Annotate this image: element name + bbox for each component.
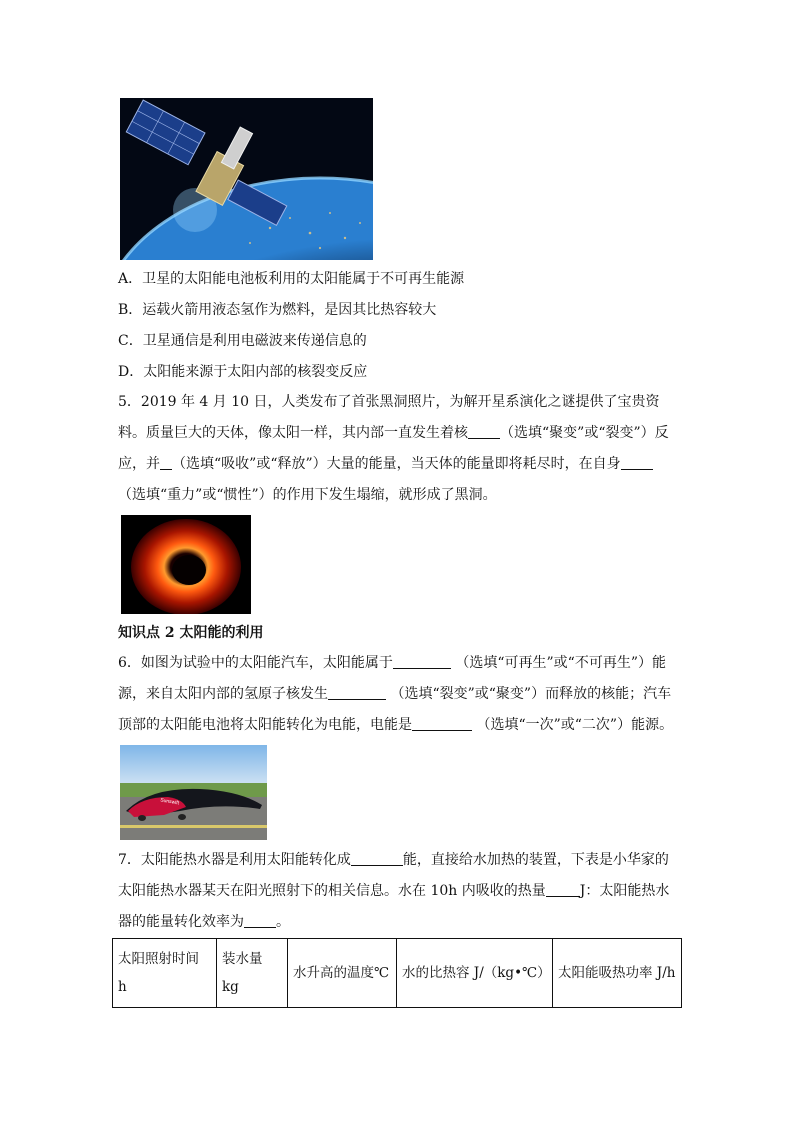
q7-text-2: 能，直接给水加热的装置，下表是小华家的太阳能热水器某天在阳光照射下的相关信息。水在 10h 内吸收的热量 [118,852,669,899]
black-hole-image [121,515,251,614]
table-header-cell: 水升高的温度℃ [288,939,397,1008]
table-header-row [113,939,682,1008]
option-c: C．卫星通信是利用电磁波来传递信息的 [118,333,367,349]
q6-text-3: （选填“裂变”或“聚变”）而释放的核能；汽车顶部的太阳能电池将太阳能转化为电能，电能是 [118,686,672,733]
solar-car-image [120,745,267,840]
q6-text-4: （选填“一次”或“二次”）能源。 [472,717,674,733]
q7-blank-1[interactable] [351,851,403,866]
satellite-image [120,98,373,260]
q6-blank-2[interactable] [328,685,386,700]
car-logo: Sunswift [159,797,180,807]
table-header-cell: 装水量 kg [217,939,288,1008]
q6-text-1: 6．如图为试验中的太阳能汽车，太阳能属于 [118,655,393,671]
question-5 [118,387,678,511]
table-header-cell: 水的比热容 J/（kg•℃） [397,939,553,1008]
q7-blank-2[interactable] [546,882,580,897]
q5-text-3: （选填“吸收”或“释放”）大量的能量，当天体的能量即将耗尽时，在自身 [172,456,621,472]
option-a: A．卫星的太阳能电池板利用的太阳能属于不可再生能源 [118,271,465,287]
q5-text-1: 5．2019 年 4 月 10 日，人类发布了首张黑洞照片，为解开星系演化之谜提供了宝贵资料。质量巨大的天体，像太阳一样，其内部一直发生着核 [118,394,660,441]
q7-text-4: 。 [276,914,290,930]
q7-text-1: 7．太阳能热水器是利用太阳能转化成 [118,852,351,868]
q6-text-2: （选填“可再生”或“不可再生”）能源，来自太阳内部的氢原子核发生 [118,655,666,702]
q5-blank-3[interactable] [621,455,653,470]
section-heading: 知识点 2 太阳能的利用 [118,625,264,641]
table-header-cell: 太阳照射时间 h [113,939,217,1008]
q6-blank-3[interactable] [412,716,472,731]
option-d: D．太阳能来源于太阳内部的核裂变反应 [118,364,368,380]
question-7 [118,845,678,938]
q5-text-2: （选填“聚变”或“裂变”）反应，并 [118,425,669,472]
q5-blank-1[interactable] [468,424,500,439]
solar-heater-table [112,938,682,1008]
q7-blank-3[interactable] [244,913,276,928]
option-b: B．运载火箭用液态氢作为燃料，是因其比热容较大 [118,302,437,318]
table-header-cell: 太阳能吸热功率 J/h [553,939,682,1008]
q5-text-4: （选填“重力”或“惯性”）的作用下发生塌缩，就形成了黑洞。 [118,487,497,503]
q7-text-3: J：太阳能热水器的能量转化效率为 [118,883,670,930]
q6-blank-1[interactable] [393,654,451,669]
q5-blank-2[interactable] [160,455,172,470]
question-6 [118,648,678,741]
